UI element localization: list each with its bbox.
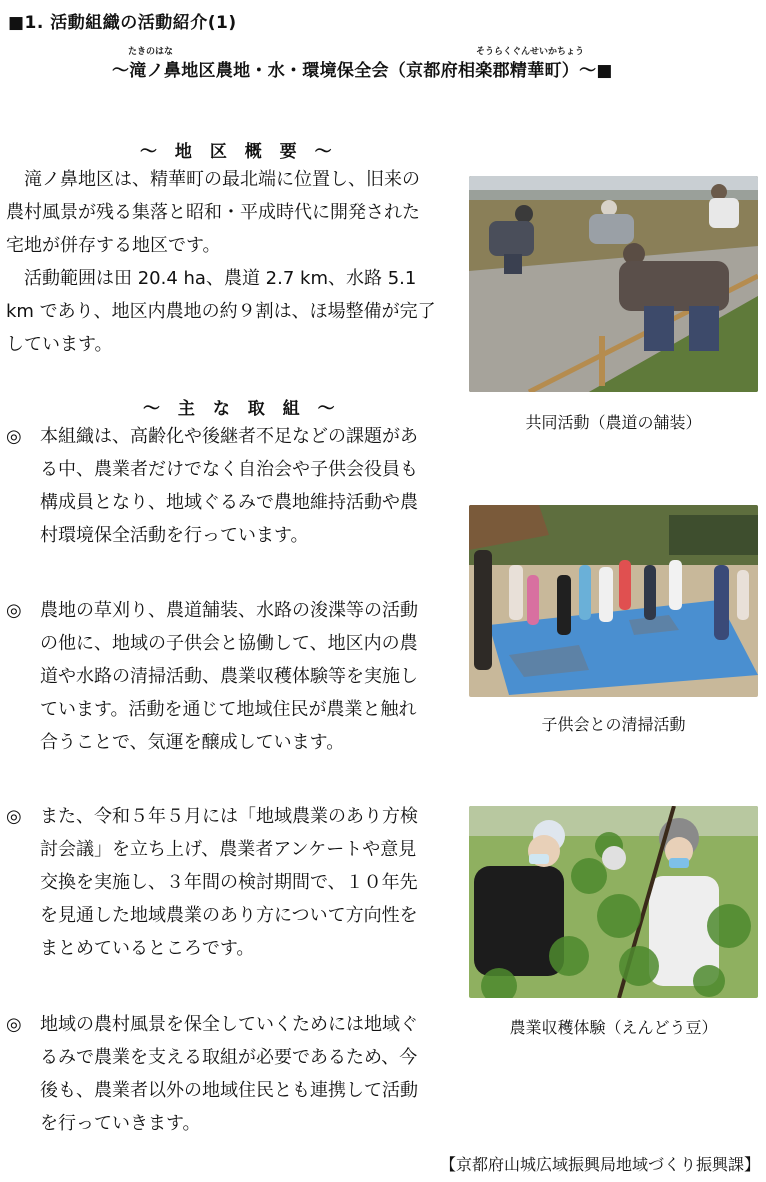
initiative-text: 本組織は、高齢化や後継者不足などの課題がある中、農業者だけでなく自治会や子供会役員も構成員となり、地域ぐるみで農地維持活動や農村環境保全活動を行っています。 — [40, 426, 418, 546]
overview-paragraph-1: 滝ノ鼻地区は、精華町の最北端に位置し、旧来の農村風景が残る集落と昭和・平成時代に開発された宅地が併存する地区です。 — [6, 169, 420, 256]
initiatives-title: ～ 主 な 取 組 ～ — [143, 399, 341, 419]
initiative-item — [6, 1008, 432, 1140]
bullet-mark: ◎ — [6, 806, 22, 827]
ruby-row — [112, 44, 672, 56]
initiative-item — [6, 420, 432, 552]
photo-caption: 農業収穫体験（えんどう豆） — [509, 1018, 718, 1037]
initiative-text: また、令和５年５月には「地域農業のあり方検討会議」を立ち上げ、農業者アンケートや意見交換を実施し、３年間の検討期間で、１０年先を見通した地域農業のあり方について方向性をまとめているところです。 — [40, 806, 418, 959]
photo-farm-road-paving — [469, 176, 758, 392]
subtitle: ～滝ノ鼻地区農地・水・環境保全会（京都府相楽郡精華町）～■ — [112, 61, 613, 81]
footer-attribution: 【京都府山城広域振興局地域づくり振興課】 — [439, 1155, 760, 1174]
photo-cleaning-activity — [469, 505, 758, 697]
bullet-mark: ◎ — [6, 1014, 22, 1035]
initiative-text: 地域の農村風景を保全していくためには地域ぐるみで農業を支える取組が必要であるため、今後も、農業者以外の地域住民とも連携して活動を行っていきます。 — [40, 1014, 418, 1134]
overview-paragraph-2: 活動範囲は田 20.4 ha、農道 2.7 km、水路 5.1 km であり、地区内農地の約９割は、ほ場整備が完了しています。 — [6, 268, 436, 355]
initiative-item — [6, 800, 432, 965]
photo-caption: 子供会との清掃活動 — [541, 715, 686, 734]
photo-harvest-experience — [469, 806, 758, 998]
initiative-item — [6, 594, 432, 759]
initiative-text: 農地の草刈り、農道舗装、水路の浚渫等の活動の他に、地域の子供会と協働して、地区内の農道や水路の清掃活動、農業収穫体験等を実施しています。活動を通じて地域住民が農業と触れ合うことで、気運を醸成しています。 — [40, 600, 418, 753]
ruby-sourakugun: そうらくぐんせいかちょう — [476, 47, 585, 57]
subtitle-block — [112, 44, 672, 81]
bullet-mark: ◎ — [6, 426, 22, 447]
bullet-mark: ◎ — [6, 600, 22, 621]
photo-caption: 共同活動（農道の舗装） — [525, 413, 702, 432]
overview-title: ～ 地 区 概 要 ～ — [140, 142, 338, 162]
ruby-takinohana: たきのはな — [128, 47, 174, 57]
page-heading: ■1. 活動組織の活動紹介(1) — [8, 13, 237, 33]
